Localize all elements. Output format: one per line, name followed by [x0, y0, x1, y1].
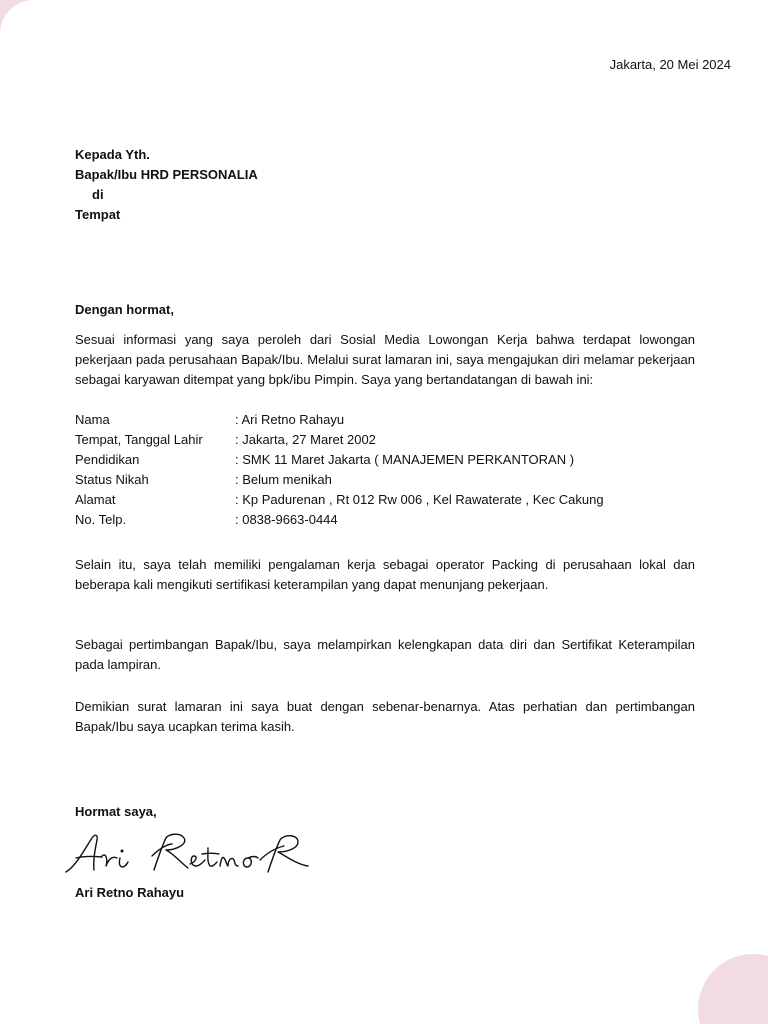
recipient-block [75, 145, 258, 225]
recipient-line-4: Tempat [75, 207, 121, 222]
greeting: Dengan hormat, [75, 302, 174, 317]
closing-salutation: Hormat saya, [75, 804, 157, 819]
detail-value: : 0838-9663-0444 [235, 512, 338, 527]
signature-image [62, 826, 322, 880]
detail-label: Nama [75, 412, 110, 427]
closing-paragraph: Demikian surat lamaran ini saya buat dengan sebenar-benarnya. Atas perhatian dan pertimbangan Bapak/Ibu saya ucapkan terima kasih. [75, 699, 695, 734]
experience-paragraph: Selain itu, saya telah memiliki pengalaman kerja sebagai operator Packing di perusahaan lokal dan beberapa kali mengikuti sertifikasi keterampilan yang dapat menunjang pekerjaan. [75, 557, 695, 592]
detail-value: : SMK 11 Maret Jakarta ( MANAJEMEN PERKANTORAN ) [235, 452, 575, 467]
detail-value: : Jakarta, 27 Maret 2002 [235, 432, 376, 447]
attachment-paragraph: Sebagai pertimbangan Bapak/Ibu, saya melampirkan kelengkapan data diri dan Sertifikat Keterampilan pada lampiran. [75, 637, 695, 672]
detail-label: Alamat [75, 492, 116, 507]
page-corner-decoration [698, 954, 768, 1024]
recipient-line-2: Bapak/Ibu HRD PERSONALIA [75, 167, 258, 182]
applicant-details [75, 410, 604, 530]
recipient-line-1: Kepada Yth. [75, 147, 150, 162]
detail-label: Status Nikah [75, 472, 149, 487]
detail-label: Tempat, Tanggal Lahir [75, 432, 203, 447]
recipient-line-3: di [92, 187, 104, 202]
detail-row [75, 410, 604, 430]
detail-value: : Belum menikah [235, 472, 332, 487]
detail-row [75, 450, 604, 470]
detail-row [75, 470, 604, 490]
detail-value: : Ari Retno Rahayu [235, 412, 345, 427]
detail-row [75, 430, 604, 450]
detail-label: Pendidikan [75, 452, 140, 467]
detail-row [75, 510, 604, 530]
letter-date: Jakarta, 20 Mei 2024 [609, 57, 731, 72]
detail-row [75, 490, 604, 510]
intro-paragraph: Sesuai informasi yang saya peroleh dari Sosial Media Lowongan Kerja bahwa terdapat lowongan pekerjaan pada perusahaan Bapak/Ibu. Melalui surat lamaran ini, saya mengajukan diri melamar pekerjaan sebagai karyawan ditempat yang bpk/ibu Pimpin. Saya yang bertandatangan di bawah ini: [75, 332, 695, 387]
detail-label: No. Telp. [75, 512, 127, 527]
detail-value: : Kp Padurenan , Rt 012 Rw 006 , Kel Rawaterate , Kec Cakung [235, 492, 604, 507]
signer-name: Ari Retno Rahayu [75, 885, 185, 900]
